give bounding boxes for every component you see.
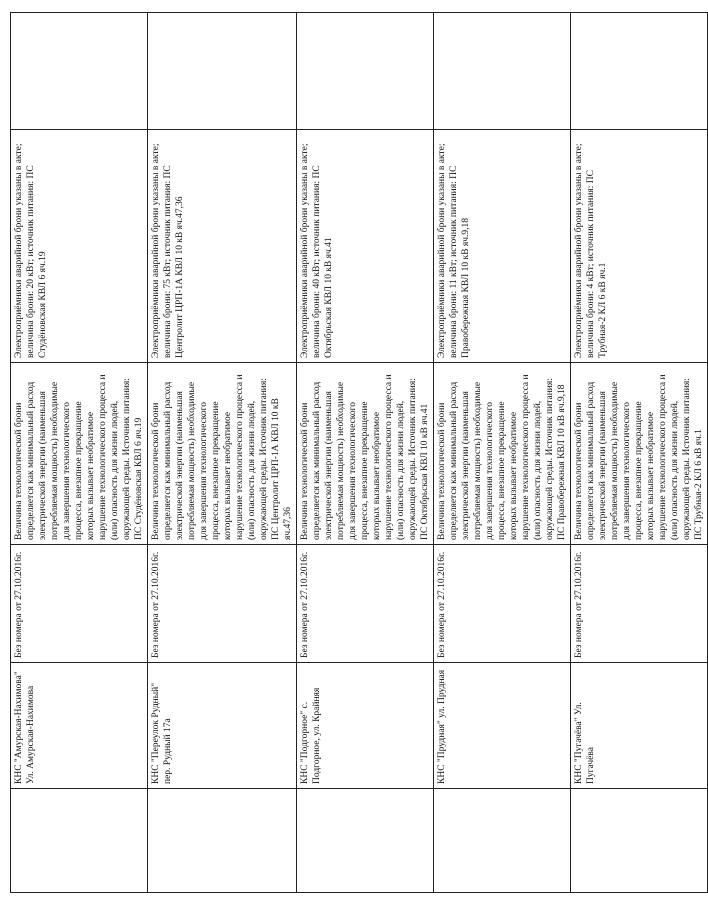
- emergency-reserve: Электроприёмники аварийной брони указаны в акте; величина брони: 20 кВт; источник питания: ПС Студёновская КВЛ 6 яч.19: [11, 130, 148, 363]
- table-row: [148, 13, 297, 893]
- act-reference: Без номера от 27.10.2016г.: [434, 545, 571, 663]
- table-row: [434, 13, 571, 893]
- pump-station-name: КНС "Переулок Рудный" пер. Рудный 17а: [148, 663, 297, 789]
- act-reference: Без номера от 27.10.2016г.: [11, 545, 148, 663]
- reserve-description: Величина технологической брони определяется как минимальный расход электрической энергии (наименьшая потребляемая мощность) необходимые для завершения технологического процесса, внезапное прекращение которых вызывает необратимое нарушение технологического процесса и (или) опасность для жизни людей, окружающей среды. Источник питания: ПС Октябрьская КВЛ 10 кВ яч.41: [297, 363, 434, 545]
- table-row: [297, 13, 434, 893]
- act-reference: Без номера от 27.10.2016г.: [571, 545, 708, 663]
- pump-station-name: КНС "Подгорное" с. Подгорное, ул. Крайняя: [297, 663, 434, 789]
- reserve-description: Величина технологической брони определяется как минимальный расход электрической энергии (наименьшая потребляемая мощность) необходимые для завершения технологического процесса, внезапное прекращение которых вызывает необратимое нарушение технологического процесса и (или) опасность для жизни людей, окружающей среды. Источник питания: ПС Студёновская КВЛ 6 яч.19: [11, 363, 148, 545]
- empty-cell: [434, 13, 571, 130]
- reserve-description: Величина технологической брони определяется как минимальный расход электрической энергии (наименьшая потребляемая мощность) необходимые для завершения технологического процесса, внезапное прекращение которых вызывает необратимое нарушение технологического процесса и (или) опасность для жизни людей, окружающей среды. Источник питания: ПС Правобережная КВЛ 10 кВ яч.9,18: [434, 363, 571, 545]
- pump-station-name: КНС "Прудная" ул. Прудная: [434, 663, 571, 789]
- empty-cell: [297, 13, 434, 130]
- emergency-reserve: Электроприёмники аварийной брони указаны в акте; величина брони: 40 кВт; источник питания: ПС Октябрьская КВЛ 10 кВ яч.41: [297, 130, 434, 363]
- empty-cell: [11, 789, 148, 893]
- rotated-table-container: [10, 13, 704, 893]
- reserve-description: Величина технологической брони определяется как минимальный расход электрической энергии (наименьшая потребляемая мощность) необходимые для завершения технологического процесса, внезапное прекращение которых вызывает необратимое нарушение технологического процесса и (или) опасность для жизни людей, окружающей среды. Источник питания: ПС Центролит ЦРП-1А КВЛ 10 кВ яч.47,36: [148, 363, 297, 545]
- pump-station-name: КНС "Амурская-Нахимова" Ул. Амурская-Нахимова: [11, 663, 148, 789]
- table-row: [571, 13, 708, 893]
- empty-cell: [571, 13, 708, 130]
- reserve-description: Величина технологической брони определяется как минимальный расход электрической энергии (наименьшая потребляемая мощность) необходимые для завершения технологического процесса, внезапное прекращение которых вызывает необратимое нарушение технологического процесса и (или) опасность для жизни людей, окружающей среды. Источник питания: ПС Трубная-2 КЛ 6 кВ яч.1: [571, 363, 708, 545]
- empty-cell: [297, 789, 434, 893]
- empty-cell: [434, 789, 571, 893]
- empty-cell: [148, 13, 297, 130]
- emergency-reserve: Электроприёмники аварийной брони указаны в акте; величина брони: 11 кВт; источник питания: ПС Правобережная КВЛ 10 кВ яч.9,18: [434, 130, 571, 363]
- pump-station-name: КНС "Пугачёва" Ул. Пугачёва: [571, 663, 708, 789]
- table-row: [11, 13, 148, 893]
- reservation-table: [10, 12, 708, 893]
- emergency-reserve: Электроприёмники аварийной брони указаны в акте; величина брони: 75 кВт; источник питания: ПС Центролит ЦРП-1А КВЛ 10 кВ яч.47,36: [148, 130, 297, 363]
- empty-cell: [571, 789, 708, 893]
- act-reference: Без номера от 27.10.2016г.: [297, 545, 434, 663]
- act-reference: Без номера от 27.10.2016г.: [148, 545, 297, 663]
- empty-cell: [11, 13, 148, 130]
- emergency-reserve: Электроприёмники аварийной брони указаны в акте; величина брони: 4 кВт; источник питания: ПС Трубная-2 КЛ 6 кВ яч.1: [571, 130, 708, 363]
- empty-cell: [148, 789, 297, 893]
